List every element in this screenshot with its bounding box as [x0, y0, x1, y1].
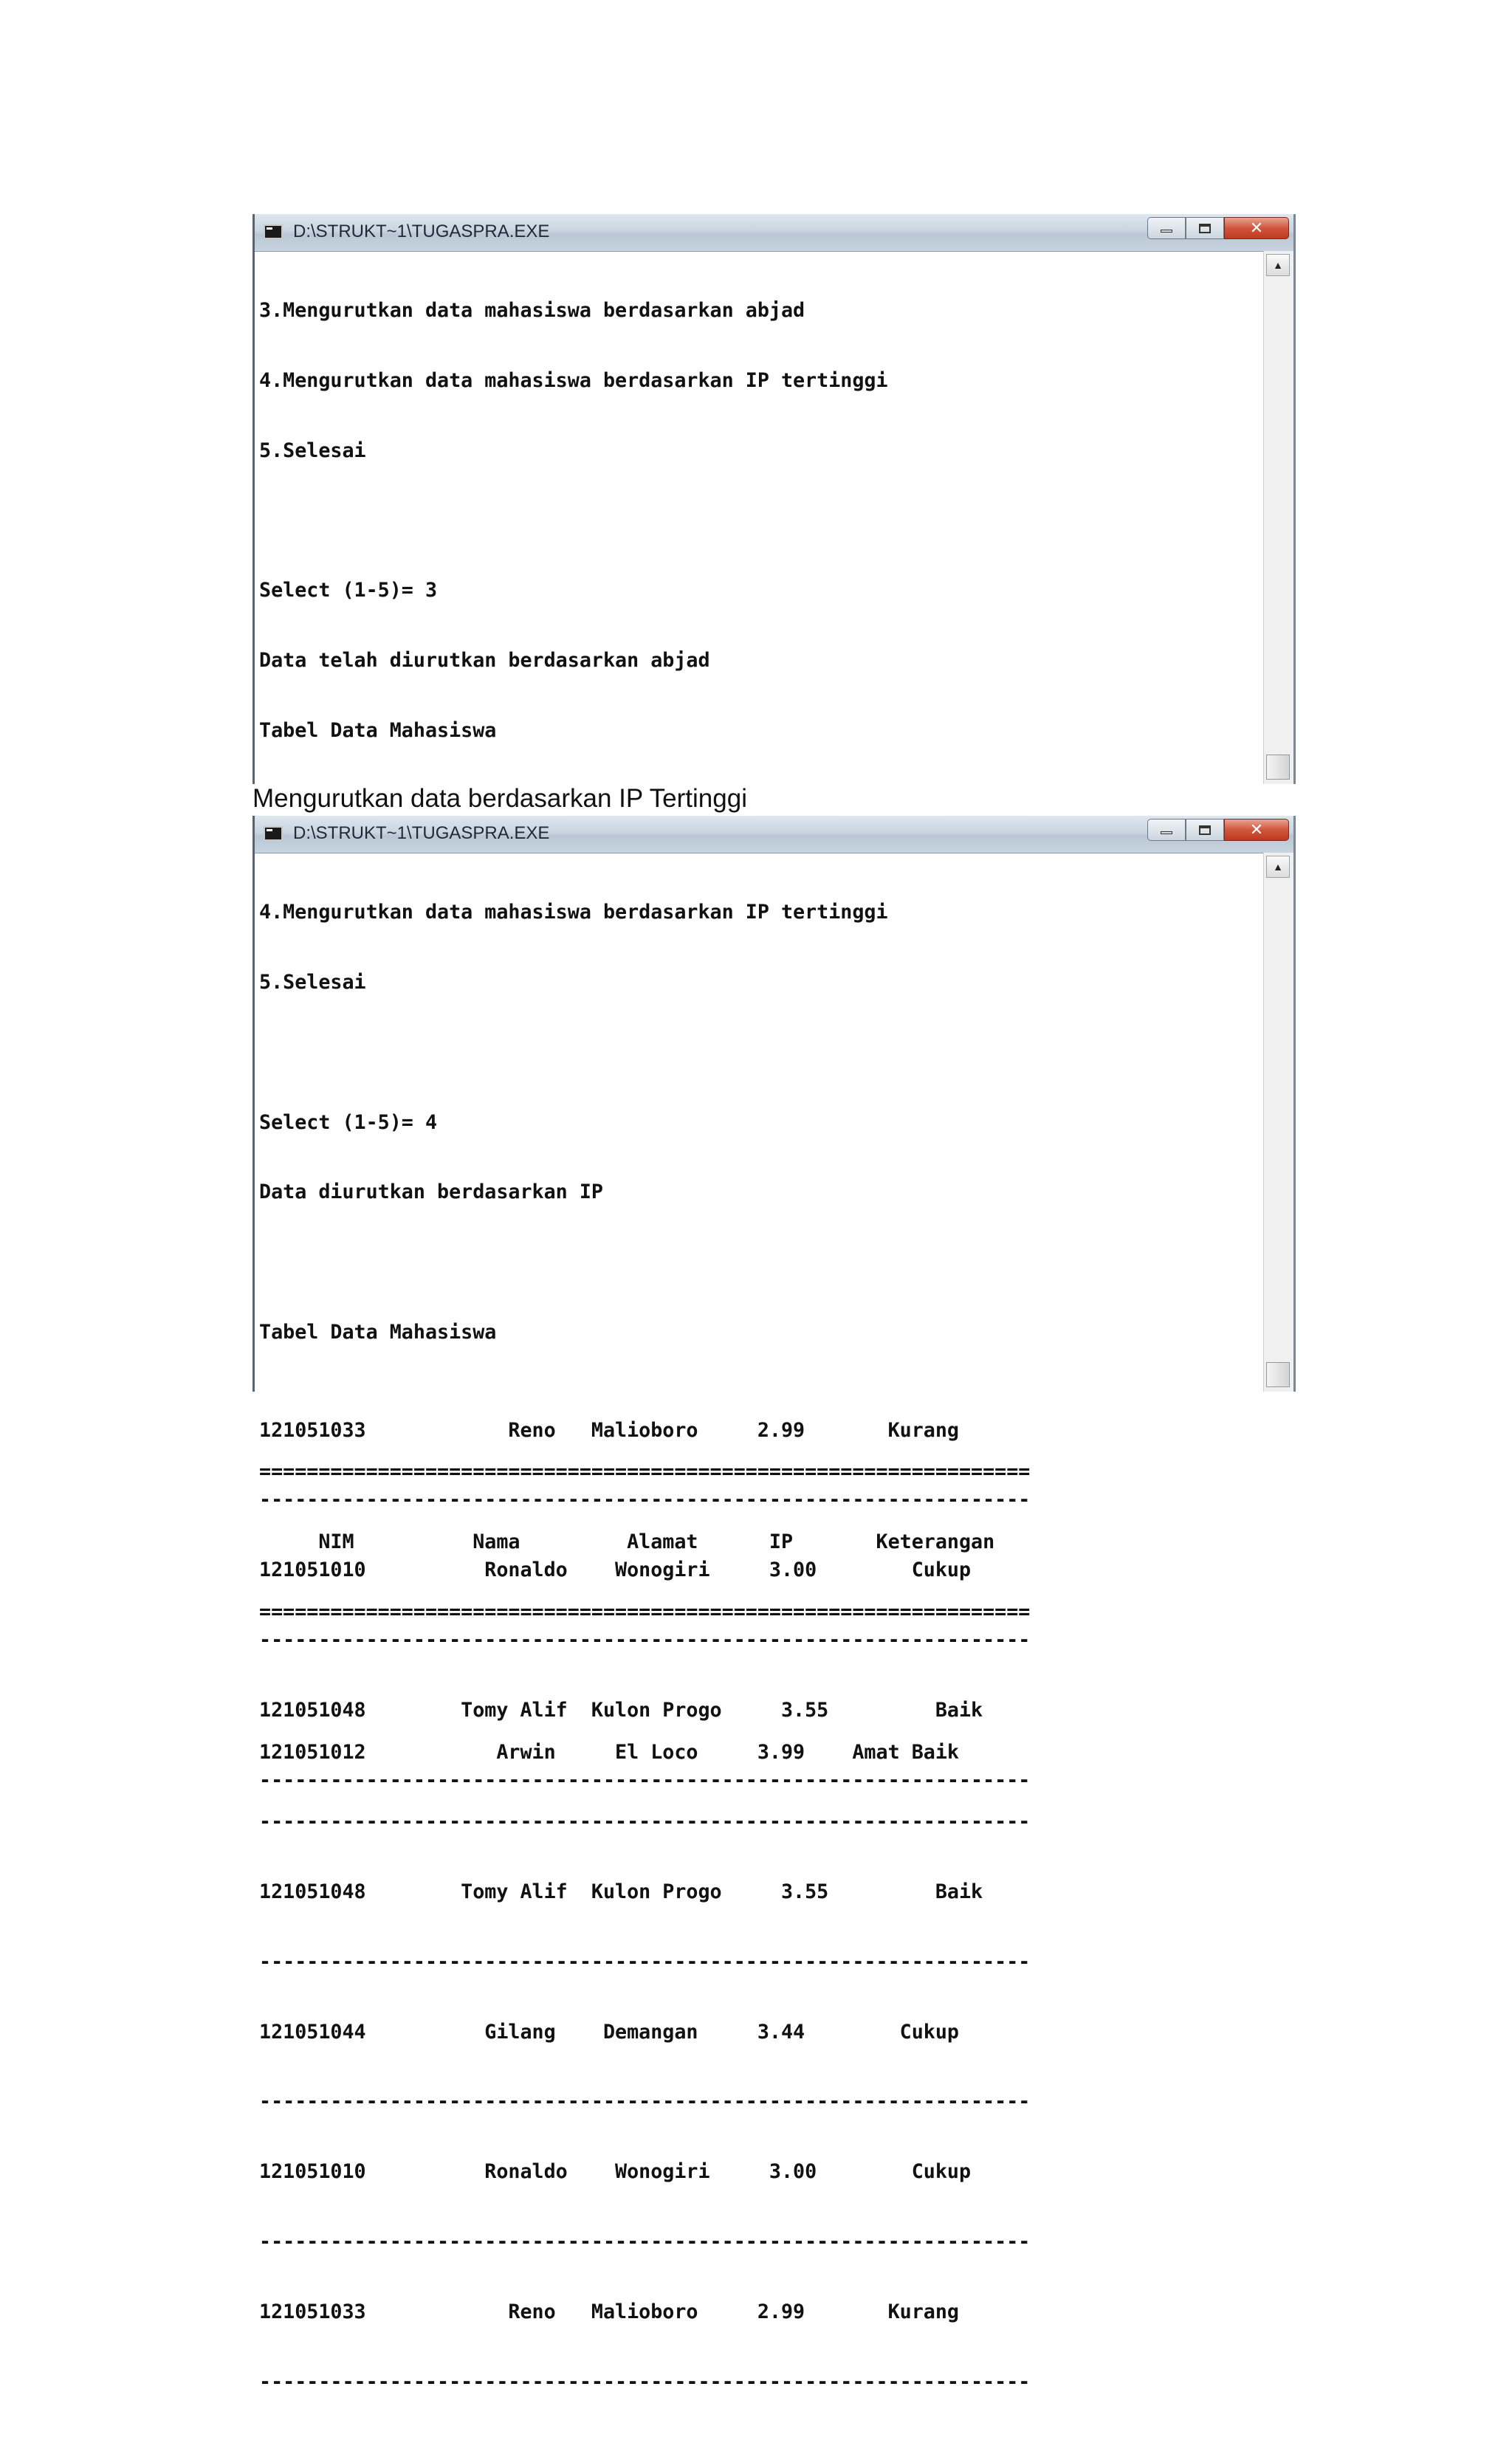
console-line: Tabel Data Mahasiswa — [259, 718, 497, 742]
maximize-button[interactable] — [1186, 217, 1224, 239]
close-button[interactable] — [1224, 819, 1289, 841]
console-line — [259, 1251, 1261, 1274]
console-line: 4.Mengurutkan data mahasiswa berdasarkan IP tertinggi — [259, 901, 888, 924]
console-window-sort-ip[interactable] — [252, 816, 1296, 2393]
scroll-up-arrow-icon[interactable]: ▲ — [1266, 254, 1290, 276]
table-separator: ----------------------------------------------------------------- — [259, 2090, 1031, 2114]
console-line: 3.Mengurutkan data mahasiswa berdasarkan abjad — [259, 299, 805, 323]
table-rule: ================================================================= — [259, 1601, 1031, 1623]
console-line — [259, 1671, 1261, 1694]
console-line: Data diurutkan berdasarkan IP — [259, 1181, 603, 1204]
window-controls — [1147, 819, 1289, 841]
minimize-button[interactable] — [1147, 217, 1186, 239]
console-output — [259, 854, 1261, 2393]
console-line: Select (1-5)= 3 — [259, 579, 438, 602]
table-separator: ----------------------------------------------------------------- — [259, 1950, 1031, 1973]
console-line: 5.Selesai — [259, 970, 366, 994]
table-rule: ================================================================= — [259, 1460, 1031, 1484]
table-row: 121051044 Gilang Demangan 3.44 Cukup — [259, 2020, 959, 2044]
table-row: 121051033 Reno Malioboro 2.99 Kurang — [259, 2300, 959, 2323]
window-title: D:\STRUKT~1\TUGASPRA.EXE — [293, 823, 550, 843]
table-row: 121051010 Ronaldo Wonogiri 3.00 Cukup — [259, 1558, 972, 1582]
table-row: 121051010 Ronaldo Wonogiri 3.00 Cukup — [259, 2160, 972, 2184]
titlebar[interactable] — [255, 816, 1293, 853]
table-row: 121051048 Tomy Alif Kulon Progo 3.55 Baik — [259, 1698, 983, 1722]
scroll-thumb[interactable] — [1266, 755, 1290, 780]
table-row: 121051012 Arwin El Loco 3.99 Amat Baik — [259, 1740, 959, 1764]
minimize-icon — [1161, 831, 1172, 834]
close-icon: ✕ — [1249, 820, 1264, 839]
console-line: 5.Selesai — [259, 439, 366, 462]
table-row: 121051048 Tomy Alif Kulon Progo 3.55 Baik — [259, 1880, 983, 1904]
table-separator: ----------------------------------------------------------------- — [259, 1629, 1031, 1652]
table-row: 121051033 Reno Malioboro 2.99 Kurang — [259, 1418, 959, 1442]
console-line: Data telah diurutkan berdasarkan abjad — [259, 649, 710, 673]
titlebar[interactable] — [255, 214, 1293, 252]
console-line: Select (1-5)= 4 — [259, 1110, 438, 1134]
window-controls — [1147, 217, 1289, 239]
vertical-scrollbar[interactable] — [1263, 853, 1293, 1392]
minimize-icon — [1161, 230, 1172, 233]
caption: Mengurutkan data berdasarkan IP Tertinggi — [252, 784, 747, 813]
maximize-button[interactable] — [1186, 819, 1224, 841]
table-separator: ----------------------------------------------------------------- — [259, 2370, 1031, 2393]
close-icon: ✕ — [1249, 219, 1264, 238]
table-separator: ----------------------------------------------------------------- — [259, 1768, 1031, 1792]
minimize-button[interactable] — [1147, 819, 1186, 841]
console-line: 4.Mengurutkan data mahasiswa berdasarkan IP tertinggi — [259, 368, 888, 392]
scroll-thumb[interactable] — [1266, 1362, 1290, 1387]
console-line — [259, 509, 1261, 533]
maximize-icon — [1199, 224, 1211, 233]
console-app-icon[interactable] — [264, 826, 283, 841]
vertical-scrollbar[interactable] — [1263, 251, 1293, 784]
console-line: Tabel Data Mahasiswa — [259, 1320, 497, 1344]
scroll-up-arrow-icon[interactable]: ▲ — [1266, 856, 1290, 878]
close-button[interactable] — [1224, 217, 1289, 239]
window-title: D:\STRUKT~1\TUGASPRA.EXE — [293, 221, 550, 241]
console-app-icon[interactable] — [264, 224, 283, 239]
table-separator: ----------------------------------------------------------------- — [259, 1810, 1031, 1834]
console-line — [259, 1391, 1261, 1415]
table-separator: ----------------------------------------------------------------- — [259, 2230, 1031, 2254]
table-separator: ----------------------------------------------------------------- — [259, 1488, 1031, 1512]
console-line — [259, 1041, 1261, 1065]
maximize-icon — [1199, 825, 1211, 835]
table-header: NIM Nama Alamat IP Keterangan — [259, 1530, 995, 1554]
